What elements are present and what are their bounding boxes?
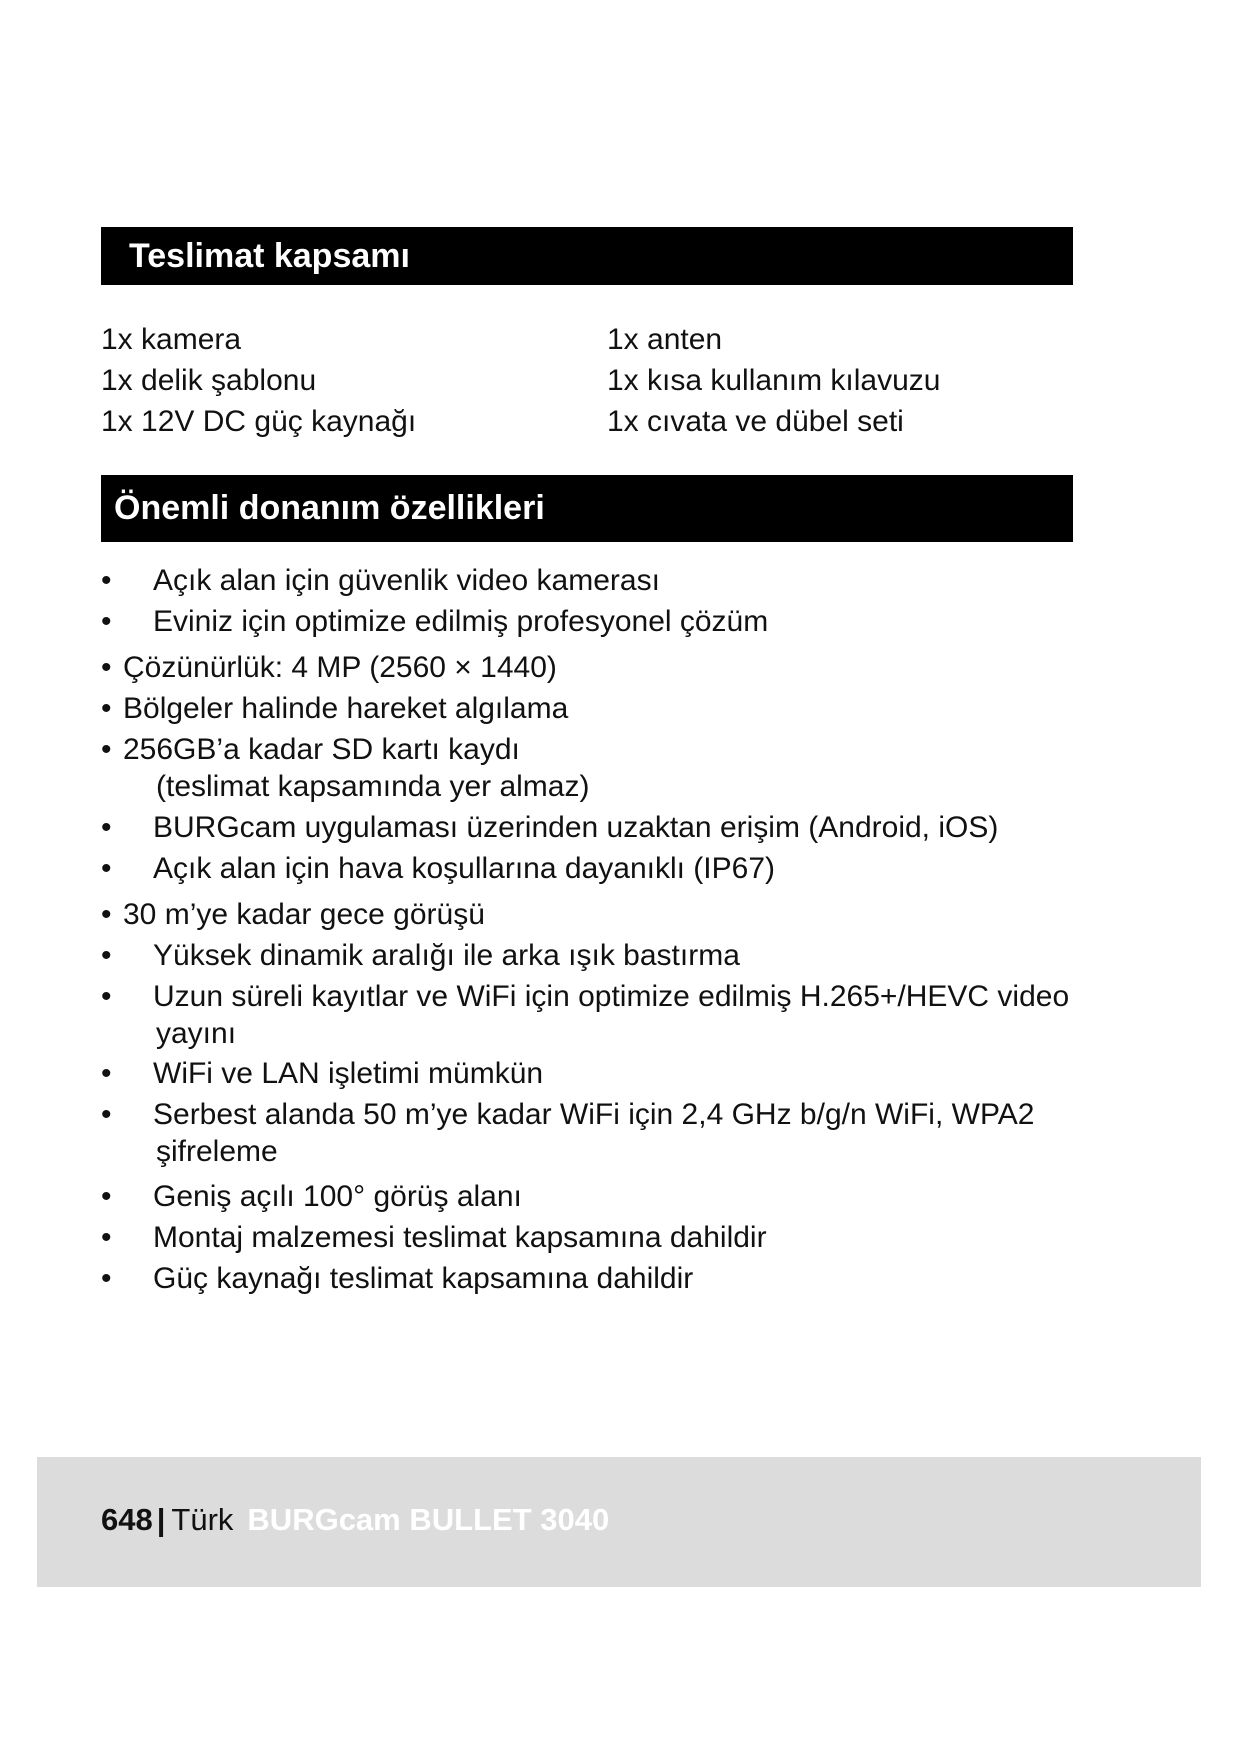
feature-text-continued: (teslimat kapsamında yer almaz) <box>156 770 590 803</box>
delivery-heading: Teslimat kapsamı <box>129 236 410 275</box>
feature-text: Serbest alanda 50 m’ye kadar WiFi için 2,4 GHz b/g/n WiFi, WPA2 <box>153 1098 1035 1131</box>
bullet-icon: • <box>101 939 112 972</box>
delivery-item: 1x cıvata ve dübel seti <box>607 405 904 438</box>
footer-separator: | <box>156 1502 166 1537</box>
bullet-icon: • <box>101 564 112 597</box>
footer-line <box>101 1502 609 1538</box>
feature-text: Eviniz için optimize edilmiş profesyonel çözüm <box>153 605 769 638</box>
feature-text: Güç kaynağı teslimat kapsamına dahildir <box>153 1262 694 1295</box>
page-number: 648 <box>101 1502 153 1537</box>
delivery-item: 1x delik şablonu <box>101 364 317 397</box>
feature-text: BURGcam uygulaması üzerinden uzaktan erişim (Android, iOS) <box>153 811 999 844</box>
feature-text: Montaj malzemesi teslimat kapsamına dahildir <box>153 1221 767 1254</box>
bullet-icon: • <box>101 692 112 725</box>
bullet-icon: • <box>101 1262 112 1295</box>
feature-text: Açık alan için hava koşullarına dayanıklı (IP67) <box>153 852 775 885</box>
feature-text-continued: şifreleme <box>156 1135 278 1168</box>
feature-text: Çözünürlük: 4 MP (2560 × 1440) <box>123 651 557 684</box>
bullet-icon: • <box>101 1057 112 1090</box>
delivery-list-left <box>101 319 416 442</box>
feature-text: 256GB’a kadar SD kartı kaydı <box>123 733 520 766</box>
delivery-heading-bar <box>101 227 1073 285</box>
feature-text-continued: yayını <box>156 1017 237 1050</box>
bullet-icon: • <box>101 1098 112 1131</box>
delivery-item: 1x anten <box>607 323 723 356</box>
bullet-icon: • <box>101 651 112 684</box>
hardware-heading-bar <box>101 475 1073 542</box>
delivery-item: 1x kısa kullanım kılavuzu <box>607 364 941 397</box>
feature-text: 30 m’ye kadar gece görüşü <box>123 898 485 931</box>
bullet-icon: • <box>101 898 112 931</box>
delivery-list-right <box>607 319 940 442</box>
footer-product-name: BURGcam BULLET 3040 <box>247 1502 610 1537</box>
feature-text: Bölgeler halinde hareket algılama <box>123 692 569 725</box>
bullet-icon: • <box>101 852 112 885</box>
bullet-icon: • <box>101 1180 112 1213</box>
feature-text: WiFi ve LAN işletimi mümkün <box>153 1057 544 1090</box>
bullet-icon: • <box>101 733 112 766</box>
feature-text: Yüksek dinamik aralığı ile arka ışık bastırma <box>153 939 740 972</box>
bullet-icon: • <box>101 980 112 1013</box>
feature-text: Geniş açılı 100° görüş alanı <box>153 1180 522 1213</box>
page-footer <box>37 1457 1201 1587</box>
feature-text: Uzun süreli kayıtlar ve WiFi için optimize edilmiş H.265+/HEVC video <box>153 980 1070 1013</box>
bullet-icon: • <box>101 1221 112 1254</box>
footer-language: Türk <box>171 1502 234 1537</box>
delivery-item: 1x kamera <box>101 323 242 356</box>
bullet-icon: • <box>101 605 112 638</box>
feature-text: Açık alan için güvenlik video kamerası <box>153 564 660 597</box>
delivery-item: 1x 12V DC güç kaynağı <box>101 405 417 438</box>
hardware-heading: Önemli donanım özellikleri <box>114 489 545 527</box>
bullet-icon: • <box>101 811 112 844</box>
